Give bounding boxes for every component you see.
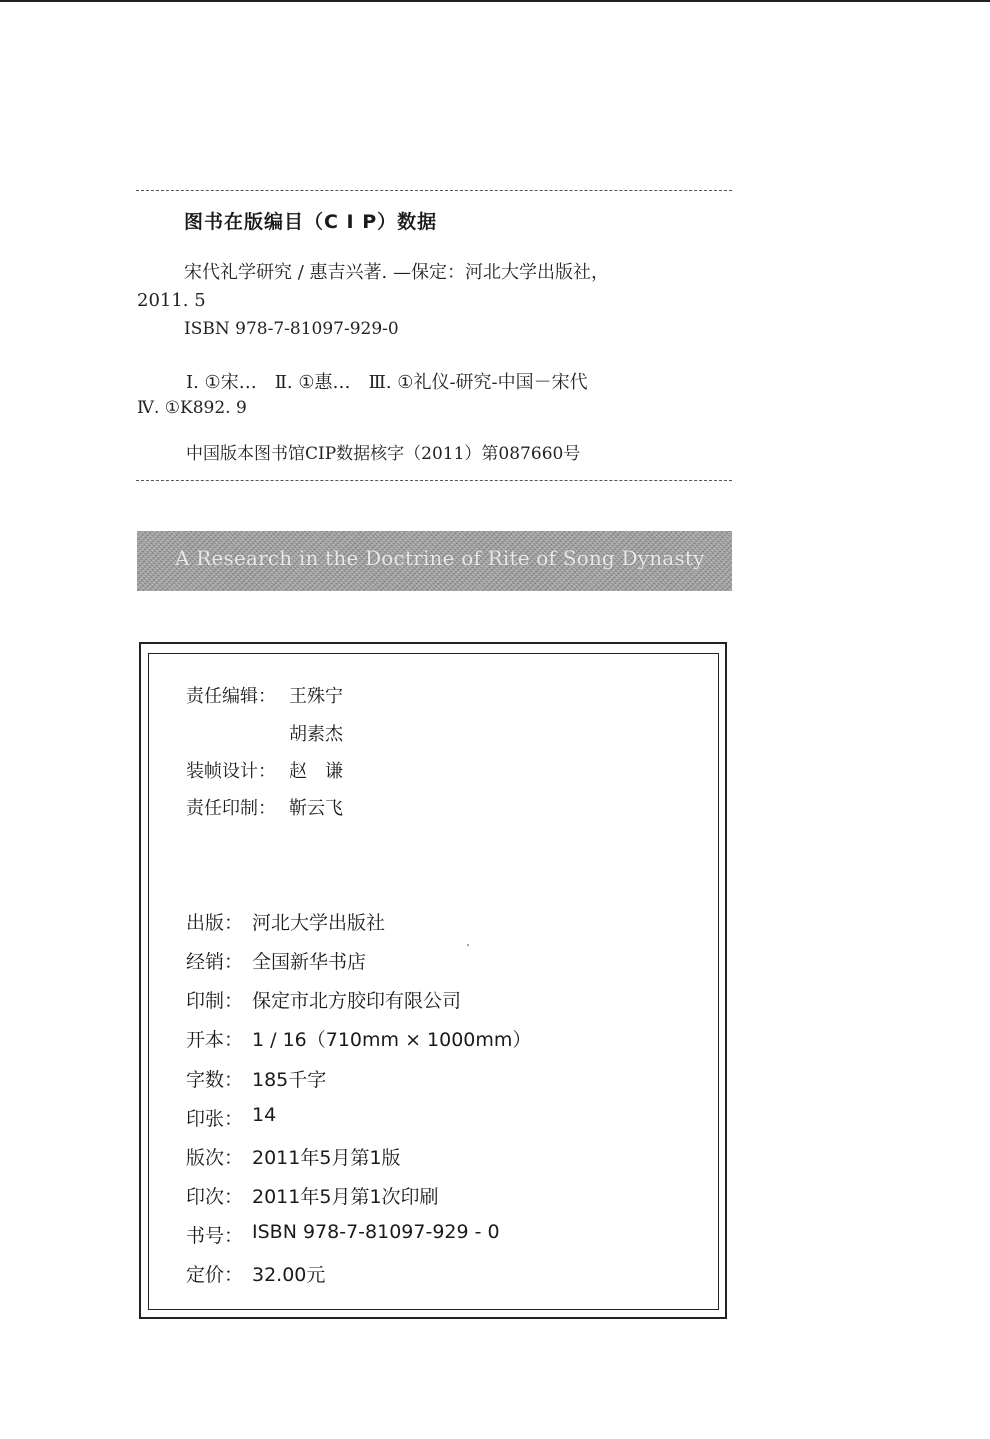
credit-value: 王殊宁 bbox=[289, 686, 343, 707]
cip-bottom-divider bbox=[136, 480, 732, 481]
colophon-frame-inner bbox=[148, 653, 719, 1310]
spec-label: 字数： bbox=[186, 1069, 244, 1091]
page-top-rule bbox=[0, 0, 990, 2]
spec-label: 经销： bbox=[186, 951, 244, 973]
credit-value: 赵 谦 bbox=[289, 761, 343, 782]
credit-label: 装帧设计： bbox=[186, 761, 276, 782]
spec-value: 2011年5月第1次印刷 bbox=[252, 1186, 439, 1208]
spec-value: 185千字 bbox=[252, 1069, 327, 1091]
cip-record-number: 中国版本图书馆CIP数据核字（2011）第087660号 bbox=[186, 444, 581, 464]
spec-value: 全国新华书店 bbox=[252, 951, 367, 973]
cip-classification-number: Ⅳ. ①K892. 9 bbox=[137, 398, 247, 418]
cip-bibliographic-line: 宋代礼学研究 / 惠吉兴著. —保定：河北大学出版社， bbox=[184, 262, 609, 283]
spec-value: 32.00元 bbox=[252, 1264, 326, 1286]
cip-isbn: ISBN 978-7-81097-929-0 bbox=[184, 319, 399, 339]
cip-top-divider bbox=[136, 190, 732, 191]
credit-label: 责任印制： bbox=[186, 798, 276, 819]
spec-value: 1 / 16（710mm × 1000mm） bbox=[252, 1029, 532, 1051]
cip-heading: 图书在版编目（C I P）数据 bbox=[184, 211, 438, 233]
spec-value: ISBN 978-7-81097-929 - 0 bbox=[252, 1221, 500, 1243]
credit-value: 靳云飞 bbox=[289, 798, 343, 819]
scan-speck bbox=[467, 944, 469, 946]
spec-value: 河北大学出版社 bbox=[252, 912, 386, 934]
spec-label: 印张： bbox=[186, 1108, 244, 1130]
credit-label: 责任编辑： bbox=[186, 686, 276, 707]
spec-value: 保定市北方胶印有限公司 bbox=[252, 990, 462, 1012]
spec-value: 14 bbox=[252, 1104, 277, 1126]
spec-label: 定价： bbox=[186, 1264, 244, 1286]
spec-label: 出版： bbox=[186, 912, 244, 934]
spec-label: 印制： bbox=[186, 990, 244, 1012]
cip-publication-year: 2011. 5 bbox=[137, 290, 206, 311]
english-title: A Research in the Doctrine of Rite of Song Dynasty bbox=[175, 546, 705, 570]
cip-classification-line: Ⅰ. ①宋… Ⅱ. ①惠… Ⅲ. ①礼仪-研究-中国－宋代 bbox=[186, 372, 588, 393]
spec-label: 版次： bbox=[186, 1147, 244, 1169]
credit-value: 胡素杰 bbox=[289, 724, 343, 745]
spec-label: 书号： bbox=[186, 1225, 244, 1247]
spec-label: 印次： bbox=[186, 1186, 244, 1208]
spec-label: 开本： bbox=[186, 1029, 244, 1051]
spec-value: 2011年5月第1版 bbox=[252, 1147, 401, 1169]
